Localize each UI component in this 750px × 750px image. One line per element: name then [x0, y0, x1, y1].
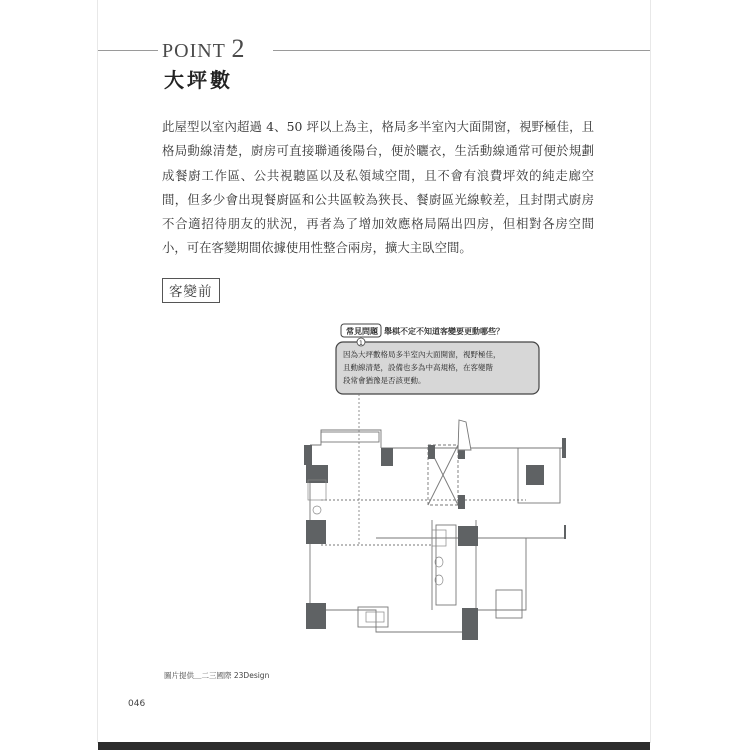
header-rule-right: [273, 50, 650, 51]
callout-line-2: 且動線清楚，設備也多為中高規格，在客變階: [343, 363, 493, 372]
callout-question: 舉棋不定不知道客變要更動哪些？: [384, 327, 504, 336]
image-credit: 圖片提供＿二三國際 23Design: [164, 671, 270, 680]
page-number: 046: [128, 699, 146, 709]
point-word: POINT: [162, 40, 226, 62]
callout-line-1: 因為大坪數格局多半室內大面開窗，視野極佳，: [343, 350, 501, 359]
callout-tag-number: 1: [359, 340, 363, 347]
plan-fixtures: [308, 480, 566, 622]
point-heading: [162, 34, 246, 64]
faq-callout: [336, 324, 539, 545]
callout-tag-text: 常見問題: [346, 327, 378, 336]
floor-plan: [196, 320, 566, 660]
callout-line-3: 段常會猶豫是否該更動。: [343, 376, 426, 385]
body-paragraph: 此屋型以室內超過 4、50 坪以上為主，格局多半室內大面開窗，視野極佳，且格局動線清楚，廚房可直接聯通後陽台，便於曬衣，生活動線通常可便於規劃成餐廚工作區、公共視聽區以及私領域空間，且不會有浪費坪效的純走廊空間，但多少會出現餐廚區和公共區較為狹長、餐廚區光線較差，且封閉式廚房不合適招待朋友的狀況，再者為了增加效應格局隔出四房，但相對各房空間小，可在客變期間依據使用性整合兩房，擴大主臥空間。: [162, 119, 594, 256]
section-title: 大坪數: [164, 68, 233, 92]
book-page: [98, 0, 650, 742]
plan-outline: [310, 425, 566, 632]
balcony-frame: [321, 420, 471, 450]
before-label: 客變前: [162, 278, 220, 303]
page-bottom-edge: [98, 742, 650, 750]
point-number: 2: [231, 34, 246, 63]
header-rule-left: [98, 50, 158, 51]
